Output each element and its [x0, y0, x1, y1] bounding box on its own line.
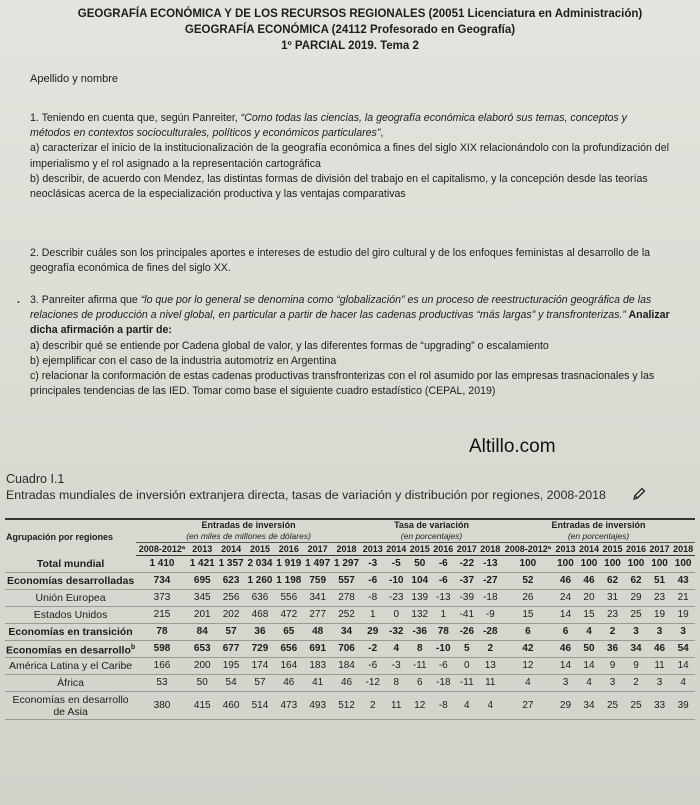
table-cell-inv: 84: [188, 624, 217, 641]
question-3-a: a) describir qué se entiende por Cadena global de valor, y las diferentes formas de “upgrading” o escalamiento: [30, 339, 549, 352]
table-cell-pct: 100: [624, 556, 648, 573]
table-cell-pct: 4: [577, 624, 601, 641]
table-cell-pct: 6: [554, 624, 578, 641]
table-cell-pct: 20: [577, 590, 601, 607]
table-cell-pct: 23: [648, 590, 672, 607]
table-cell-inv: 729: [246, 641, 275, 658]
table-row: [5, 658, 695, 675]
table-row: [5, 692, 695, 720]
table-cell-inv: 759: [303, 573, 332, 590]
table-cell-var: 104: [408, 573, 432, 590]
table-cell-inv: 1 297: [332, 556, 361, 573]
table-cell-var: 8: [384, 675, 408, 692]
table-cell-var: -37: [455, 573, 479, 590]
table-cell-pct: 25: [601, 692, 625, 720]
table-cell-var: 2: [479, 641, 503, 658]
table-cell-pct: 3: [671, 624, 695, 641]
table-cell-pct: 62: [601, 573, 625, 590]
row-label-note: b: [130, 643, 136, 651]
table-cell-var: -27: [479, 573, 503, 590]
row-label: [5, 624, 136, 641]
table-cell-pct: 100: [601, 556, 625, 573]
pencil-icon: [632, 487, 646, 501]
table-cell-inv: 41: [303, 675, 332, 692]
table-cell-pct: 3: [601, 675, 625, 692]
table-cell-pct: 26: [502, 590, 554, 607]
group-title: Tasa de variación: [394, 520, 469, 530]
table-cell-inv: 215: [136, 607, 188, 624]
table-cell-inv: 472: [274, 607, 303, 624]
table-cell-pct: 52: [502, 573, 554, 590]
table-cell-pct: 12: [502, 658, 554, 675]
table-cell-inv: 2 034: [246, 556, 275, 573]
table-cell-var: -28: [479, 624, 503, 641]
table-cell-var: -6: [361, 658, 385, 675]
row-label: [5, 590, 136, 607]
year-header: 2015: [409, 544, 430, 554]
table-cell-pct: 100: [648, 556, 672, 573]
table-cell-inv: 1 357: [217, 556, 246, 573]
year-header: 2018: [480, 544, 501, 554]
table-cell-inv: 195: [217, 658, 246, 675]
table-cell-var: -3: [384, 658, 408, 675]
table-cell-pct: 46: [554, 573, 578, 590]
table-cell-inv: 36: [246, 624, 275, 641]
table-cell-var: -6: [361, 573, 385, 590]
table-cell-inv: 512: [332, 692, 361, 720]
table-cell-var: 1: [432, 607, 456, 624]
table-row: [5, 641, 695, 658]
table-cell-inv: 184: [332, 658, 361, 675]
table-cell-var: -18: [432, 675, 456, 692]
watermark: Altillo.com: [469, 436, 556, 457]
table-cell-var: -5: [384, 556, 408, 573]
question-1: [30, 111, 670, 202]
table-cell-pct: 42: [502, 641, 554, 658]
row-label: [5, 641, 136, 658]
table-cell-var: 5: [455, 641, 479, 658]
row-label: [5, 658, 136, 675]
year-header: 2014: [386, 544, 407, 554]
table-cell-inv: 1 421: [188, 556, 217, 573]
table-cell-pct: 3: [554, 675, 578, 692]
table-title: Entradas mundiales de inversión extranjera directa, tasas de variación y distribución por regiones, 2008-2018: [6, 488, 606, 502]
name-field-label: Apellido y nombre: [30, 73, 119, 85]
row-label: [5, 573, 136, 590]
table-cell-var: -11: [408, 658, 432, 675]
group-subtitle: (en porcentajes): [567, 531, 630, 541]
table-cell-pct: 25: [624, 607, 648, 624]
table-cell-pct: 3: [648, 675, 672, 692]
table-cell-inv: 1 260: [246, 573, 275, 590]
table-cell-var: -26: [455, 624, 479, 641]
table-cell-inv: 415: [188, 692, 217, 720]
table-cell-inv: 54: [217, 675, 246, 692]
table-cell-var: 29: [361, 624, 385, 641]
table-cell-inv: 598: [136, 641, 188, 658]
table-row: [5, 573, 695, 590]
year-header: 2008-2012ª: [136, 543, 188, 556]
table-cell-inv: 695: [188, 573, 217, 590]
question-1-intro-text: 1. Teniendo en cuenta que, según Panreiter,: [30, 112, 241, 124]
table-cell-inv: 460: [217, 692, 246, 720]
table-cell-inv: 57: [246, 675, 275, 692]
table-label: Cuadro I.1: [6, 472, 65, 486]
table-cell-pct: 34: [624, 641, 648, 658]
table-cell-inv: 706: [332, 641, 361, 658]
table-cell-pct: 23: [601, 607, 625, 624]
table-cell-inv: 623: [217, 573, 246, 590]
table-cell-inv: 380: [136, 692, 188, 720]
table-cell-pct: 33: [648, 692, 672, 720]
table-cell-inv: 164: [274, 658, 303, 675]
table-cell-var: -10: [432, 641, 456, 658]
table-cell-inv: 1 198: [274, 573, 303, 590]
row-label-text: Economías en transición: [8, 626, 133, 638]
table-cell-pct: 34: [577, 692, 601, 720]
table-cell-var: 12: [408, 692, 432, 720]
table-cell-inv: 201: [188, 607, 217, 624]
table-cell-inv: 252: [332, 607, 361, 624]
table-cell-pct: 25: [624, 692, 648, 720]
year-header: 2018: [673, 544, 694, 554]
table-cell-var: 6: [408, 675, 432, 692]
table-cell-var: 139: [408, 590, 432, 607]
year-header: 2013: [555, 544, 576, 554]
table-cell-pct: 19: [648, 607, 672, 624]
table-cell-var: -41: [455, 607, 479, 624]
row-label-text: Estados Unidos: [33, 609, 108, 621]
question-3-b: b) ejemplificar con el caso de la industria automotriz en Argentina: [30, 354, 337, 367]
table-cell-inv: 166: [136, 658, 188, 675]
table-cell-pct: 2: [624, 675, 648, 692]
group-header-inflows: [136, 519, 361, 543]
table-cell-inv: 653: [188, 641, 217, 658]
table-cell-pct: 9: [624, 658, 648, 675]
table-cell-var: -11: [455, 675, 479, 692]
table-cell-var: -12: [361, 675, 385, 692]
year-header: 2008-2012ª: [502, 543, 554, 556]
table-cell-pct: 11: [648, 658, 672, 675]
table-cell-inv: 277: [303, 607, 332, 624]
table-cell-inv: 1 919: [274, 556, 303, 573]
row-label: [5, 607, 136, 624]
table-cell-pct: 21: [671, 590, 695, 607]
table-cell-var: -23: [384, 590, 408, 607]
table-cell-pct: 100: [554, 556, 578, 573]
table-cell-var: -10: [384, 573, 408, 590]
table-cell-inv: 34: [332, 624, 361, 641]
question-1-intro: [30, 111, 670, 141]
year-header: 2013: [362, 544, 383, 554]
year-header: 2016: [274, 543, 303, 556]
table-cell-pct: 31: [601, 590, 625, 607]
table-cell-inv: 174: [246, 658, 275, 675]
table-cell-inv: 514: [246, 692, 275, 720]
year-header: 2015: [602, 544, 623, 554]
table-cell-var: -8: [432, 692, 456, 720]
table-cell-pct: 39: [671, 692, 695, 720]
year-header: 2013: [188, 543, 217, 556]
table-cell-var: -6: [432, 573, 456, 590]
table-cell-var: 11: [479, 675, 503, 692]
table-cell-var: 50: [408, 556, 432, 573]
year-header: 2014: [217, 543, 246, 556]
table-row: [5, 624, 695, 641]
question-3-bullet: .: [17, 294, 20, 306]
fdi-table: [5, 518, 695, 720]
table-cell-inv: 46: [332, 675, 361, 692]
table-cell-inv: 636: [246, 590, 275, 607]
question-3-intro: [30, 293, 670, 339]
table-row: [5, 607, 695, 624]
table-cell-var: -22: [455, 556, 479, 573]
year-header: 2018: [332, 543, 361, 556]
table-cell-pct: 100: [577, 556, 601, 573]
group-subtitle: (en porcentajes): [400, 531, 463, 541]
table-cell-var: -6: [432, 658, 456, 675]
table-cell-inv: 493: [303, 692, 332, 720]
table-cell-pct: 36: [601, 641, 625, 658]
table-cell-pct: 19: [671, 607, 695, 624]
header-subject-line: GEOGRAFÍA ECONÓMICA (24112 Profesorado en Geografía): [184, 24, 516, 36]
table-cell-inv: 677: [217, 641, 246, 658]
table-cell-pct: 14: [554, 658, 578, 675]
table-cell-pct: 46: [648, 641, 672, 658]
table-cell-inv: 373: [136, 590, 188, 607]
question-2: [30, 246, 670, 276]
table-cell-inv: 1 497: [303, 556, 332, 573]
table-cell-var: -2: [361, 641, 385, 658]
table-cell-pct: 14: [671, 658, 695, 675]
row-label-text: América Latina y el Caribe: [9, 660, 133, 672]
table-cell-inv: 183: [303, 658, 332, 675]
table-cell-inv: 473: [274, 692, 303, 720]
table-cell-pct: 50: [577, 641, 601, 658]
year-header: 2017: [303, 543, 332, 556]
table-cell-inv: 1 410: [136, 556, 188, 573]
table-cell-pct: 9: [601, 658, 625, 675]
question-3-quote: “lo que por lo general se denomina como “globalización” es un proceso de reestructuración geográfica de las relaciones de producción a nivel global, en particular a partir de hacer las cadenas productivas “más largas” y transfronterizas.”: [30, 294, 652, 322]
table-cell-pct: 24: [554, 590, 578, 607]
table-cell-var: 11: [384, 692, 408, 720]
table-cell-pct: 4: [577, 675, 601, 692]
table-cell-var: -13: [479, 556, 503, 573]
table-cell-pct: 29: [554, 692, 578, 720]
group-title: Entradas de inversión: [201, 520, 296, 530]
table-cell-inv: 200: [188, 658, 217, 675]
table-cell-pct: 27: [502, 692, 554, 720]
table-cell-pct: 3: [648, 624, 672, 641]
table-cell-var: -32: [384, 624, 408, 641]
table-cell-inv: 345: [188, 590, 217, 607]
table-cell-inv: 556: [274, 590, 303, 607]
table-cell-inv: 53: [136, 675, 188, 692]
table-cell-var: 132: [408, 607, 432, 624]
table-cell-var: -36: [408, 624, 432, 641]
table-cell-inv: 78: [136, 624, 188, 641]
row-label: [5, 692, 136, 720]
table-cell-inv: 202: [217, 607, 246, 624]
question-3-c: c) relacionar la conformación de estas cadenas productivas transfronterizas con el rol asumido por las empresas trasnacionales y las principales tendencias de las IED. Tomar como base el siguiente cuadro estadístico (CEPAL, 2019): [30, 370, 655, 398]
table-cell-var: -8: [361, 590, 385, 607]
group-header-share: [502, 519, 695, 543]
year-header: 2016: [433, 544, 454, 554]
table-cell-pct: 6: [502, 624, 554, 641]
row-label: [5, 675, 136, 692]
question-1-a: a) caracterizar el inicio de la institucionalización de la geografía económica a fines del siglo XIX relacionándolo con la profundización del imperialismo y el rol asignado a la representación cartográfica: [30, 142, 669, 170]
table-cell-var: 4: [455, 692, 479, 720]
table-cell-var: 8: [408, 641, 432, 658]
table-cell-pct: 15: [502, 607, 554, 624]
table-cell-inv: 656: [274, 641, 303, 658]
table-cell-inv: 46: [274, 675, 303, 692]
year-header: 2017: [649, 544, 670, 554]
table-row: [5, 556, 695, 573]
year-header: 2017: [456, 544, 477, 554]
table-cell-pct: 14: [577, 658, 601, 675]
row-label-text: África: [57, 677, 84, 689]
table-cell-var: -13: [432, 590, 456, 607]
group-subtitle: (en miles de millones de dólares): [186, 531, 311, 541]
table-cell-pct: 4: [671, 675, 695, 692]
table-cell-pct: 3: [624, 624, 648, 641]
row-label: [5, 556, 136, 573]
table-cell-var: 1: [361, 607, 385, 624]
year-header: 2014: [578, 544, 599, 554]
table-cell-inv: 57: [217, 624, 246, 641]
question-3-intro-text: 3. Panreiter afirma que: [30, 294, 141, 306]
table-cell-pct: 4: [502, 675, 554, 692]
row-header: Agrupación por regiones: [6, 532, 114, 543]
question-1-intro-end: ,: [380, 127, 384, 140]
table-cell-pct: 43: [671, 573, 695, 590]
table-cell-inv: 734: [136, 573, 188, 590]
table-cell-inv: 468: [246, 607, 275, 624]
table-cell-pct: 15: [577, 607, 601, 624]
year-header: 2015: [246, 543, 275, 556]
exam-header: [0, 6, 700, 54]
table-cell-pct: 62: [624, 573, 648, 590]
table-cell-pct: 51: [648, 573, 672, 590]
table-cell-inv: 65: [274, 624, 303, 641]
table-cell-var: 0: [455, 658, 479, 675]
row-label-text: Unión Europea: [35, 592, 106, 604]
header-exam-line: 1º PARCIAL 2019. Tema 2: [281, 40, 419, 52]
question-1-quote: “Como todas las ciencias, la geografía económica elaboró sus temas, conceptos y métodos en contextos socioculturales, políticos y económicos particulares”: [30, 112, 627, 140]
table-row: [5, 675, 695, 692]
table-cell-var: 78: [432, 624, 456, 641]
table-cell-var: -18: [479, 590, 503, 607]
table-cell-var: 13: [479, 658, 503, 675]
header-course-line: GEOGRAFÍA ECONÓMICA Y DE LOS RECURSOS REGIONALES (20051 Licenciatura en Administración): [77, 8, 643, 20]
table-cell-inv: 50: [188, 675, 217, 692]
table-cell-inv: 48: [303, 624, 332, 641]
year-header: 2016: [626, 544, 647, 554]
table-cell-inv: 256: [217, 590, 246, 607]
table-row: [5, 590, 695, 607]
table-cell-var: -3: [361, 556, 385, 573]
table-cell-var: 4: [479, 692, 503, 720]
question-3: [17, 293, 670, 399]
table-cell-pct: 100: [671, 556, 695, 573]
question-2-text: 2. Describir cuáles son los principales aportes e intereses de estudio del giro cultural y de los enfoques feministas al desarrollo de la geografía económica de fines del siglo XX.: [30, 247, 651, 275]
table-cell-var: -6: [432, 556, 456, 573]
row-label-text: Economías desarrolladas: [6, 575, 135, 587]
table-cell-var: 0: [384, 607, 408, 624]
table-cell-pct: 46: [577, 573, 601, 590]
table-cell-inv: 691: [303, 641, 332, 658]
table-cell-pct: 29: [624, 590, 648, 607]
table-cell-inv: 278: [332, 590, 361, 607]
table-cell-var: -39: [455, 590, 479, 607]
table-cell-inv: 341: [303, 590, 332, 607]
question-1-b: b) describir, de acuerdo con Mendez, las distintas formas de división del trabajo en el capitalismo, y la concepción desde las teorías neoclásicas acerca de la especialización productiva y las ventajas comparativas: [30, 172, 648, 201]
table-cell-var: -9: [479, 607, 503, 624]
table-cell-inv: 557: [332, 573, 361, 590]
table-cell-var: 4: [384, 641, 408, 658]
group-title: Entradas de inversión: [551, 520, 646, 530]
question-3-intro-end: Analizar dicha afirmación a partir de:: [30, 309, 670, 337]
table-cell-pct: 14: [554, 607, 578, 624]
row-label-text: Economías en desarrollo de Asia: [12, 693, 129, 718]
table-cell-pct: 54: [671, 641, 695, 658]
table-cell-var: 2: [361, 692, 385, 720]
row-label-text: Economías en desarrollo: [6, 644, 131, 657]
table-cell-pct: 46: [554, 641, 578, 658]
row-label-text: Total mundial: [36, 557, 105, 570]
table-cell-pct: 100: [502, 556, 554, 573]
table-cell-pct: 2: [601, 624, 625, 641]
group-header-variation: [361, 519, 502, 543]
